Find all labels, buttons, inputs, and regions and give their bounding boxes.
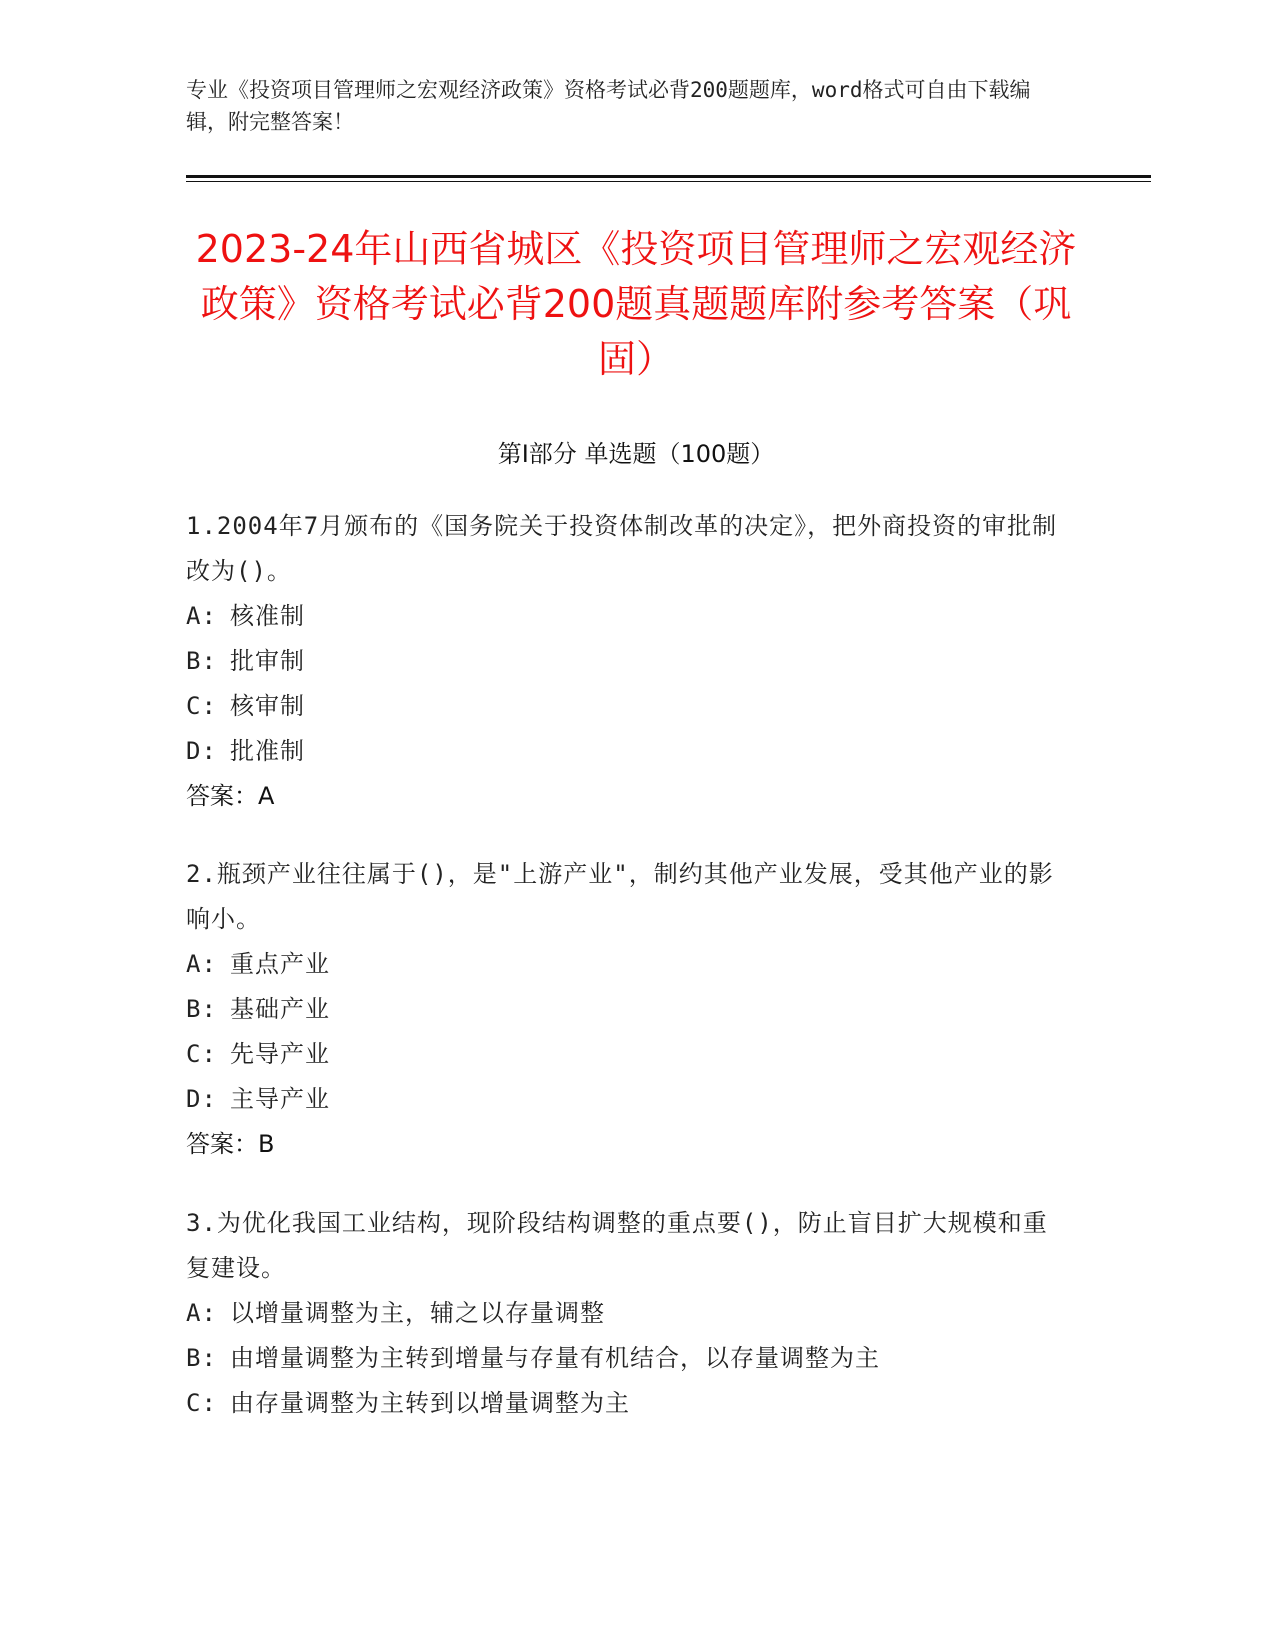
option-b (186, 639, 1066, 684)
option-a (186, 942, 1066, 987)
question-2 (186, 852, 1066, 1167)
section-heading: 第Ⅰ部分 单选题（100题） (497, 440, 775, 468)
option-text: 由存量调整为主转到以增量调整为主 (230, 1389, 630, 1417)
option-text: 由增量调整为主转到增量与存量有机结合，以存量调整为主 (230, 1344, 880, 1372)
option-key: B: (186, 995, 217, 1023)
option-key: B: (186, 1344, 217, 1372)
option-key: A: (186, 950, 217, 978)
option-text: 先导产业 (230, 1040, 330, 1068)
option-text: 批准制 (230, 737, 305, 765)
option-key: A: (186, 1299, 217, 1327)
answer-line: 答案：B (186, 1130, 275, 1158)
option-d (186, 1077, 1066, 1122)
question-stem: 3.为优化我国工业结构，现阶段结构调整的重点要()，防止盲目扩大规模和重复建设。 (186, 1209, 1048, 1282)
option-key: A: (186, 602, 217, 630)
question-stem: 2.瓶颈产业往往属于()，是"上游产业"，制约其他产业发展，受其他产业的影响小。 (186, 860, 1054, 933)
header-note: 专业《投资项目管理师之宏观经济政策》资格考试必背200题题库，word格式可自由下载编辑，附完整答案！ (186, 78, 1031, 134)
option-key: D: (186, 737, 217, 765)
question-1 (186, 504, 1066, 819)
option-text: 以增量调整为主，辅之以存量调整 (230, 1299, 605, 1327)
question-stem: 1.2004年7月颁布的《国务院关于投资体制改革的决定》，把外商投资的审批制改为()。 (186, 512, 1058, 585)
option-key: B: (186, 647, 217, 675)
header-divider-thick (186, 175, 1151, 178)
option-c (186, 684, 1066, 729)
answer-line: 答案：A (186, 782, 275, 810)
header-divider-thin (186, 181, 1151, 182)
option-text: 基础产业 (230, 995, 330, 1023)
option-text: 主导产业 (230, 1085, 330, 1113)
option-c (186, 1381, 1066, 1426)
option-a (186, 1291, 1066, 1336)
option-b (186, 987, 1066, 1032)
option-d (186, 729, 1066, 774)
option-a (186, 594, 1066, 639)
option-text: 核审制 (230, 692, 305, 720)
option-c (186, 1032, 1066, 1077)
option-text: 核准制 (230, 602, 305, 630)
option-key: C: (186, 692, 217, 720)
option-key: D: (186, 1085, 217, 1113)
option-b (186, 1336, 1066, 1381)
option-key: C: (186, 1389, 217, 1417)
document-title: 2023-24年山西省城区《投资项目管理师之宏观经济政策》资格考试必背200题真题题库附参考答案（巩固） (195, 227, 1077, 381)
option-text: 批审制 (230, 647, 305, 675)
question-3 (186, 1201, 1066, 1426)
option-key: C: (186, 1040, 217, 1068)
option-text: 重点产业 (230, 950, 330, 978)
